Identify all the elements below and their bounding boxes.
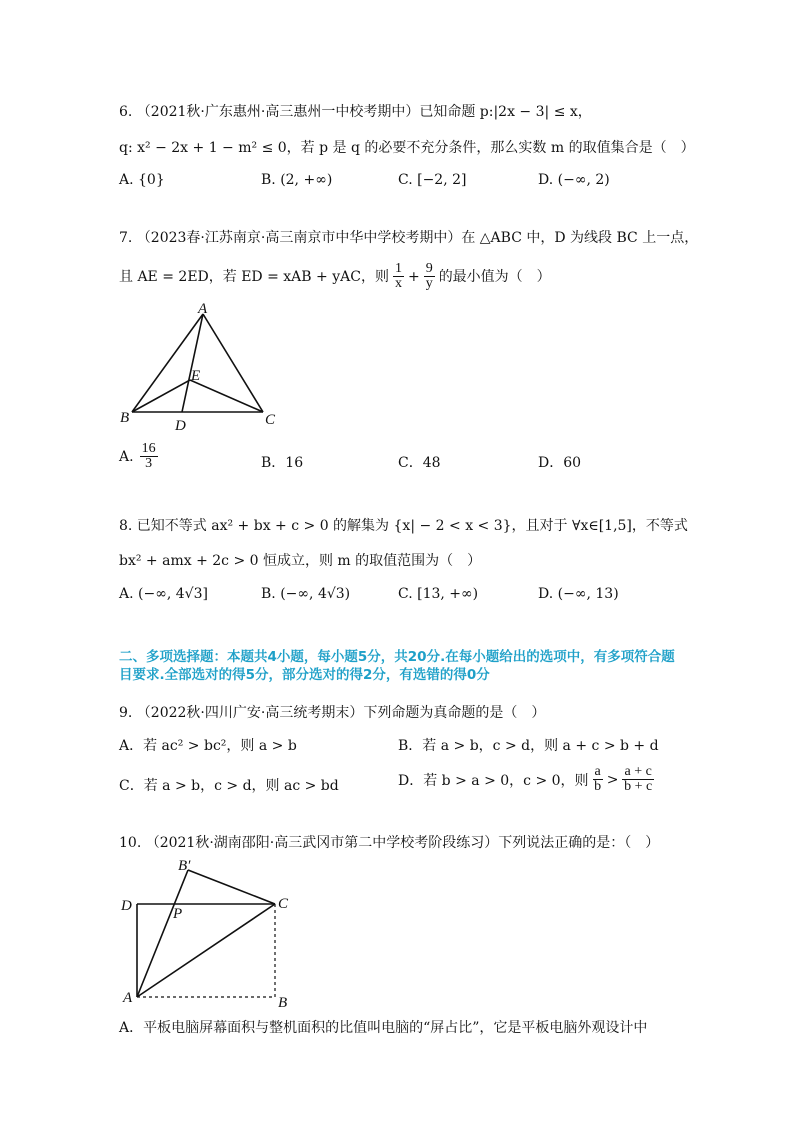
- q6-option-b: B. (2, +∞): [261, 172, 333, 188]
- q8-stem-line2: bx² + amx + 2c > 0 恒成立，则 m 的取值范围为（ ）: [119, 553, 482, 569]
- q8-option-a: A. (−∞, 4√3]: [119, 586, 208, 602]
- q9-option-d-gt: >: [606, 771, 619, 788]
- q6-option-a: A. {0}: [119, 172, 165, 188]
- q9-option-d-fraction-a-b: [593, 765, 603, 794]
- q7-option-a-fraction: [140, 442, 158, 471]
- q7-plus: +: [407, 268, 420, 285]
- q10-stem: 10. （2021秋·湖南邵阳·高三武冈市第二中学校考阶段练习）下列说法正确的是：（ ）: [119, 835, 660, 851]
- q10-rectangle-fold-figure: [110, 852, 310, 1012]
- q7-triangle-figure: [110, 300, 300, 435]
- q7-option-d: D．60: [538, 455, 582, 471]
- q7-frac1-num: 1: [394, 261, 402, 276]
- q9-option-b: B．若 a > b，c > d，则 a + c > b + d: [398, 738, 659, 754]
- q9-option-d-prefix: D．若 b > a > 0，c > 0，则: [398, 772, 589, 789]
- q7-frac1-den: x: [394, 276, 402, 291]
- q9-option-d: [398, 765, 654, 794]
- q7-label-d: D: [175, 418, 186, 434]
- q7-fraction-1-over-x: [393, 262, 404, 291]
- q7-optA-num: 16: [141, 441, 156, 456]
- q6-option-d: D. (−∞, 2): [538, 172, 610, 188]
- q9-option-d-fraction-ac-bc: [622, 765, 653, 794]
- q9-optD-frac1-den: b: [594, 779, 602, 794]
- q7-frac2-den: y: [425, 276, 433, 291]
- q7-label-c: C: [265, 412, 276, 428]
- q7-stem-prefix: 且 AE = 2ED，若 ED = xAB + yAC，则: [119, 268, 389, 285]
- q8-stem-line1: 8. 已知不等式 ax² + bx + c > 0 的解集为 {x| − 2 < x < 3}，且对于 ∀x∈[1,5]，不等式: [119, 518, 688, 534]
- section-2-heading: 二、多项选择题：本题共4小题，每小题5分，共20分.在每小题给出的选项中，有多项符合题目要求.全部选对的得5分，部分选对的得2分，有选错的得0分: [119, 649, 675, 683]
- q10-label-a: A: [123, 990, 133, 1006]
- q6-option-c: C. [−2, 2]: [398, 172, 467, 188]
- q7-option-a-letter: A.: [119, 448, 134, 465]
- q8-option-c: C. [13, +∞): [398, 586, 479, 602]
- q7-stem-line2: [119, 262, 551, 291]
- q7-option-b: B．16: [261, 455, 304, 471]
- q10-label-c: C: [278, 896, 289, 912]
- q10-label-b: B: [278, 995, 288, 1011]
- q7-option-c: C．48: [398, 455, 441, 471]
- q7-option-a: [119, 442, 158, 471]
- q9-option-c: C．若 a > b，c > d，则 ac > bd: [119, 778, 339, 794]
- q9-stem: 9. （2022秋·四川广安·高三统考期末）下列命题为真命题的是（ ）: [119, 705, 546, 721]
- q6-stem-line1: 6. （2021秋·广东惠州·高三惠州一中校考期中）已知命题 p:|2x − 3| ≤ x，: [119, 104, 592, 120]
- q8-option-b: B. (−∞, 4√3): [261, 586, 351, 602]
- q6-stem-line2: q: x² − 2x + 1 − m² ≤ 0，若 p 是 q 的必要不充分条件，那么实数 m 的取值集合是（ ）: [119, 140, 695, 156]
- q10-label-d: D: [121, 898, 132, 914]
- q9-optD-frac1-num: a: [594, 764, 601, 779]
- q9-option-a: A．若 ac² > bc²，则 a > b: [119, 738, 297, 754]
- q10-label-p: P: [173, 906, 183, 922]
- q7-label-e: E: [191, 368, 201, 384]
- q9-optD-frac2-num: a + c: [624, 764, 652, 779]
- q10-label-b-prime: B′: [178, 858, 191, 874]
- q7-stem-suffix: 的最小值为（ ）: [438, 268, 551, 285]
- q7-fraction-9-over-y: [424, 262, 435, 291]
- q9-optD-frac2-den: b + c: [624, 779, 653, 794]
- q7-frac2-num: 9: [425, 261, 433, 276]
- q7-label-a: A: [198, 301, 208, 317]
- q7-stem-line1: 7. （2023春·江苏南京·高三南京市中华中学校考期中）在 △ABC 中，D 为线段 BC 上一点，: [119, 230, 699, 246]
- q7-optA-den: 3: [145, 456, 153, 471]
- q8-option-d: D. (−∞, 13): [538, 586, 619, 602]
- q10-option-a: A．平板电脑屏幕面积与整机面积的比值叫电脑的“屏占比”，它是平板电脑外观设计中: [119, 1020, 648, 1036]
- q7-label-b: B: [120, 410, 130, 426]
